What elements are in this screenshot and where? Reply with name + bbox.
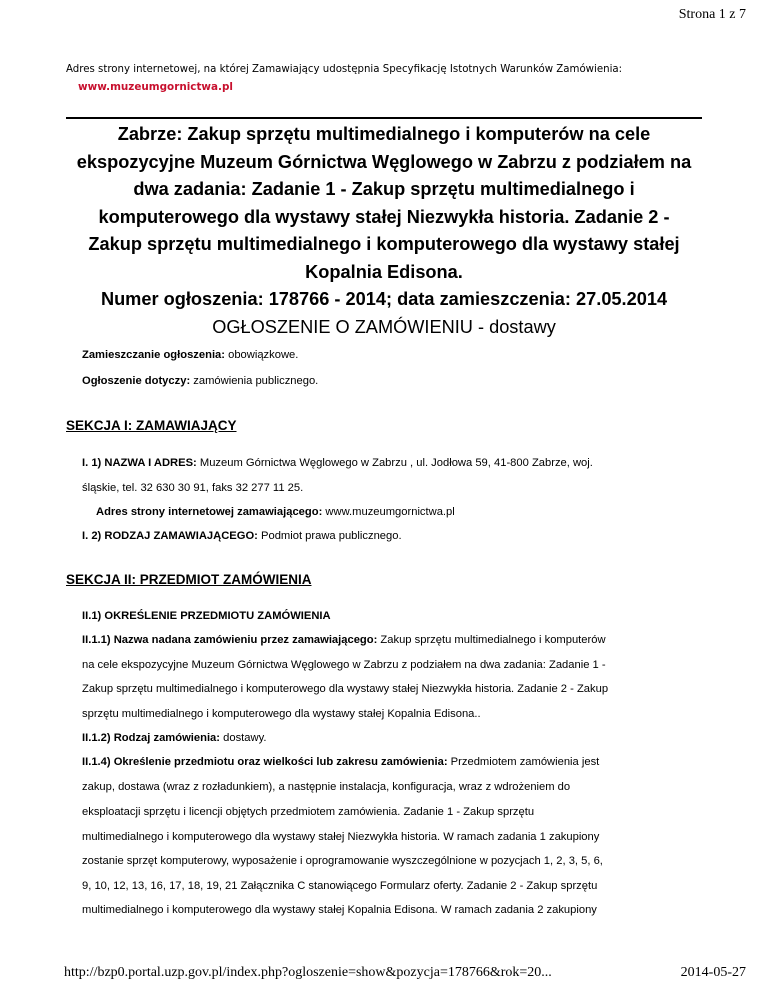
section-heading: SEKCJA II: PRZEDMIOT ZAMÓWIENIA [66, 572, 312, 587]
title-line: Zakup sprzętu multimedialnego i komputerowego dla wystawy stałej [88, 234, 680, 254]
field-label: Zamieszczanie ogłoszenia: [82, 349, 225, 361]
subject-definition-heading [82, 610, 331, 622]
field-label: Adres strony internetowej zamawiającego: [96, 506, 323, 518]
contract-scope-cont: eksploatacji sprzętu i licencji objętych przedmiotem zamówienia. Zadanie 1 - Zakup sprzętu [82, 806, 535, 818]
title-line: komputerowego dla wystawy stałej Niezwykła historia. Zadanie 2 - [98, 206, 670, 227]
header-divider [66, 117, 702, 119]
siwz-address-label: Adres strony internetowej, na której Zamawiający udostępnia Specyfikację Istotnych Warunków Zamówienia: [66, 64, 623, 75]
title-line: dwa zadania: Zadanie 1 - Zakup sprzętu multimedialnego i [133, 179, 635, 199]
title-line: Zabrze: Zakup sprzętu multimedialnego i komputerów na cele [117, 124, 651, 144]
field-label: I. 1) NAZWA I ADRES: [82, 457, 197, 469]
contracting-authority-type [82, 530, 402, 542]
contract-scope-cont: zostanie sprzęt komputerowy, wyposażenie i oprogramowanie wyszczególnione w pozycjach 1, 2, 3, 5, 6, [82, 855, 603, 867]
announcement-scope [82, 375, 318, 387]
field-label: I. 2) RODZAJ ZAMAWIAJĄCEGO: [82, 530, 258, 542]
section-heading: SEKCJA I: ZAMAWIAJĄCY [66, 418, 237, 433]
field-label: II.1.2) Rodzaj zamówienia: [82, 732, 221, 744]
contracting-authority-website [96, 506, 455, 518]
announcement-type: OGŁOSZENIE O ZAMÓWIENIU - dostawy [212, 316, 556, 337]
field-value: obowiązkowe. [225, 349, 299, 361]
field-value: Muzeum Górnictwa Węglowego w Zabrzu , ul. Jodłowa 59, 41-800 Zabrze, woj. [196, 457, 593, 469]
announcement-title [66, 121, 702, 341]
print-date: 2014-05-27 [680, 965, 746, 980]
contract-name-cont: na cele ekspozycyjne Muzeum Górnictwa Węglowego w Zabrzu z podziałem na dwa zadania: Zadanie 1 - [82, 659, 606, 671]
field-value: dostawy. [220, 732, 267, 744]
siwz-address-link[interactable]: www.muzeumgornictwa.pl [78, 81, 233, 93]
title-line: Kopalnia Edisona. [305, 261, 463, 282]
contract-scope-cont: zakup, dostawa (wraz z rozładunkiem), a następnie instalacja, konfiguracja, wraz z wdrożeniem do [82, 781, 571, 793]
contract-scope-cont: multimedialnego i komputerowego dla wystawy stałej Kopalnia Edisona. W ramach zadania 2 zakupiony [82, 904, 597, 916]
title-line: ekspozycyjne Muzeum Górnictwa Węglowego w Zabrzu z podziałem na [76, 151, 692, 172]
contract-name-cont: sprzętu multimedialnego i komputerowego dla wystawy stałej Kopalnia Edisona.. [82, 708, 481, 720]
field-label: II.1.4) Określenie przedmiotu oraz wielkości lub zakresu zamówienia: [82, 756, 448, 768]
page-number: Strona 1 z 7 [678, 7, 746, 22]
contract-scope [82, 756, 599, 768]
field-value: www.muzeumgornictwa.pl [322, 506, 455, 518]
source-url[interactable]: http://bzp0.portal.uzp.gov.pl/index.php?ogloszenie=show&pozycja=178766&rok=20... [64, 965, 552, 980]
publication-requirement [82, 349, 298, 361]
field-value: Podmiot prawa publicznego. [257, 530, 402, 542]
contracting-authority-name [82, 457, 593, 469]
announcement-number: Numer ogłoszenia: 178766 - 2014; data zamieszczenia: 27.05.2014 [100, 289, 668, 309]
field-value: Przedmiotem zamówienia jest [447, 756, 600, 768]
field-value: zamówienia publicznego. [190, 375, 319, 387]
field-label: Ogłoszenie dotyczy: [82, 375, 191, 387]
contract-name-cont: Zakup sprzętu multimedialnego i komputerowego dla wystawy stałej Niezwykła historia. Zadanie 2 - Zakup [82, 683, 609, 695]
field-label: II.1.1) Nazwa nadana zamówieniu przez zamawiającego: [82, 634, 378, 646]
contract-type [82, 732, 266, 744]
contract-name [82, 634, 606, 646]
contracting-authority-address-cont: śląskie, tel. 32 630 30 91, faks 32 277 11 25. [82, 482, 304, 494]
field-label: II.1) OKREŚLENIE PRZEDMIOTU ZAMÓWIENIA [82, 610, 331, 622]
contract-scope-cont: 9, 10, 12, 13, 16, 17, 18, 19, 21 Załącznika C stanowiącego Formularz oferty. Zadanie 2 - Zakup sprzętu [82, 880, 598, 892]
field-value: Zakup sprzętu multimedialnego i komputerów [377, 634, 606, 646]
contract-scope-cont: multimedialnego i komputerowego dla wystawy stałej Niezwykła historia. W ramach zadania 1 zakupiony [82, 831, 600, 843]
